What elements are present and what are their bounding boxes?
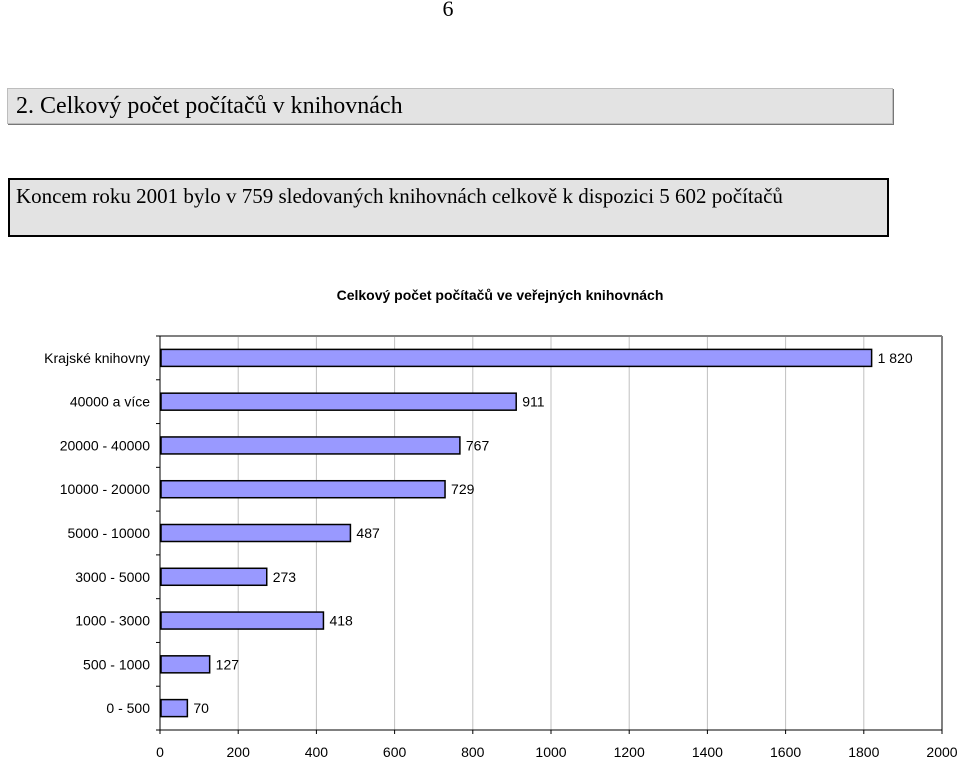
x-tick-label: 800 <box>461 744 485 758</box>
data-label: 273 <box>272 568 297 585</box>
bar <box>161 612 323 629</box>
x-tick-label: 200 <box>226 744 250 758</box>
category-label: 20000 - 40000 <box>59 437 150 454</box>
data-label: 729 <box>451 481 475 498</box>
category-label: 5000 - 10000 <box>67 525 150 541</box>
category-label: 40000 a více <box>69 393 150 410</box>
x-tick-label: 2000 <box>926 744 958 758</box>
bar <box>161 656 210 673</box>
x-tick-label: 1200 <box>613 744 645 758</box>
section-title: 2. Celkový počet počítačů v knihovnách <box>7 88 893 124</box>
x-tick-label: 1600 <box>770 744 802 758</box>
bar <box>161 349 872 366</box>
bar <box>161 700 187 717</box>
summary-text: Koncem roku 2001 bylo v 759 sledovaných knihovnách celkově k dispozici 5 602 počítačů <box>16 184 783 208</box>
data-label: 487 <box>356 525 380 541</box>
category-label: 10000 - 20000 <box>59 481 150 498</box>
bar <box>161 481 445 498</box>
x-tick-label: 1400 <box>691 744 723 758</box>
data-label: 418 <box>329 612 353 629</box>
page-number: 6 <box>442 0 454 21</box>
data-label: 127 <box>215 656 240 673</box>
data-label: 911 <box>522 393 545 410</box>
bar <box>161 525 350 542</box>
x-tick-label: 1000 <box>535 744 567 758</box>
bar <box>161 568 267 585</box>
category-label: Krajské knihovny <box>44 349 150 366</box>
data-label: 70 <box>193 700 209 717</box>
chart-title: Celkový počet počítačů ve veřejných knihovnách <box>336 287 664 303</box>
data-label: 767 <box>465 437 490 454</box>
x-tick-label: 400 <box>304 744 329 758</box>
category-label: 0 - 500 <box>106 700 150 717</box>
x-tick-label: 1800 <box>848 744 880 758</box>
category-label: 3000 - 5000 <box>75 568 150 585</box>
bar <box>161 437 460 454</box>
category-label: 500 - 1000 <box>83 656 150 673</box>
x-tick-label: 600 <box>382 744 407 758</box>
bar <box>161 393 516 410</box>
category-label: 1000 - 3000 <box>75 612 150 629</box>
data-label: 1 820 <box>877 349 913 366</box>
x-tick-label: 0 <box>156 744 164 758</box>
